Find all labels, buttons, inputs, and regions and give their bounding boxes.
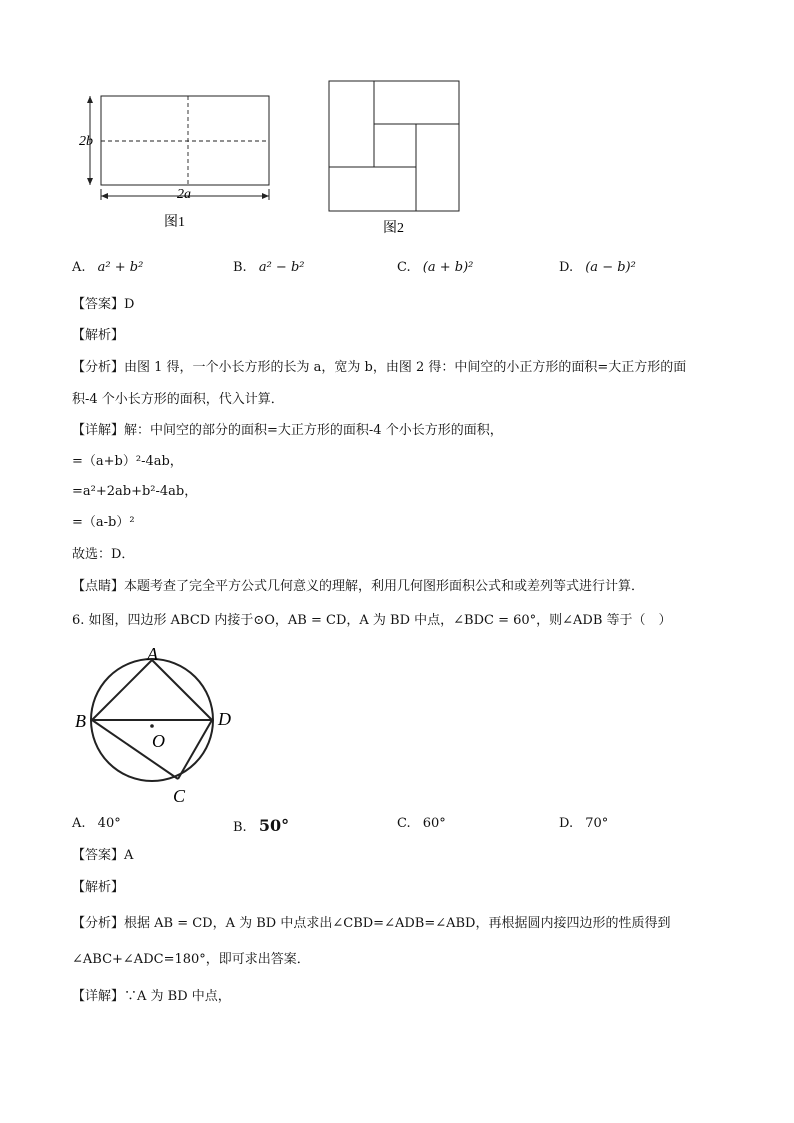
q6-stem: 6. 如图，四边形 ABCD 内接于⊙O，AB = CD，A 为 BD 中点，∠BDC = 60°，则∠ADB 等于（ ）: [72, 613, 672, 628]
q6-option-a: [72, 816, 121, 831]
fig1-arrowhead-up: [87, 96, 93, 103]
q6-fenxi-line1: 【分析】根据 AB = CD，A 为 BD 中点求出∠CBD=∠ADB=∠ABD，再根据圆内接四边形的性质得到: [72, 916, 671, 931]
fig1-rectangle: [101, 96, 269, 185]
figure-2: [320, 75, 470, 240]
q6-analysis-header: 【解析】: [72, 880, 125, 895]
segment-cd: [178, 720, 212, 779]
q5-xiangjie-line1: 【详解】解：中间空的部分的面积=大正方形的面积-4 个小长方形的面积，: [72, 423, 503, 438]
q5-analysis-header: 【解析】: [72, 328, 125, 343]
fig1-bottom-label: 2a: [177, 187, 191, 202]
option-value: 50°: [258, 816, 290, 835]
q5-equation-3: =（a-b）²: [72, 515, 135, 530]
option-letter: C.: [397, 260, 411, 275]
fig1-arrowhead-down: [87, 178, 93, 185]
q5-fenxi-line2: 积-4 个小长方形的面积，代入计算．: [72, 392, 284, 407]
q5-option-d: [559, 260, 636, 275]
segment-ab: [92, 660, 152, 720]
fig1-side-label: 2b: [79, 134, 93, 149]
option-expr: a² − b²: [258, 260, 305, 275]
fig2-caption: 图2: [383, 221, 404, 236]
option-letter: D.: [559, 260, 574, 275]
option-value: 40°: [97, 816, 121, 831]
q5-answer: 【答案】D: [72, 297, 135, 312]
q6-answer: 【答案】A: [72, 848, 134, 863]
option-letter: B.: [233, 260, 247, 275]
q5-option-c: [397, 260, 473, 275]
q5-dianjing: 【点睛】本题考查了完全平方公式几何意义的理解，利用几何图形面积公式和或差列等式进行计算．: [72, 579, 645, 594]
figure-1: [70, 85, 290, 235]
q5-equation-1: =（a+b）²-4ab，: [72, 454, 183, 469]
point-b-label: B: [75, 711, 86, 731]
option-expr: (a − b)²: [585, 260, 636, 275]
fig1-arrowhead-right: [262, 193, 269, 199]
option-letter: C.: [397, 816, 411, 831]
fig2-outer-square: [329, 81, 459, 211]
q5-equation-2: =a²+2ab+b²-4ab，: [72, 484, 198, 499]
center-o-label: O: [152, 731, 165, 751]
option-value: 70°: [585, 816, 609, 831]
segment-ad: [152, 660, 212, 720]
point-d-label: D: [218, 709, 231, 729]
fig1-arrowhead-left: [101, 193, 108, 199]
fig1-caption: 图1: [164, 215, 185, 230]
q6-option-b: [233, 816, 289, 835]
q5-option-b: [233, 260, 304, 275]
q6-option-c: [397, 816, 446, 831]
q6-xiangjie-line1: 【详解】∵A 为 BD 中点，: [72, 989, 231, 1004]
q5-fenxi-line1: 【分析】由图 1 得，一个小长方形的长为 a，宽为 b，由图 2 得：中间空的小正方形的面积=大正方形的面: [72, 360, 687, 375]
q5-option-a: [72, 260, 143, 275]
q6-fenxi-line2: ∠ABC+∠ADC=180°，即可求出答案．: [72, 952, 310, 967]
point-c-label: C: [173, 786, 186, 806]
point-a-label: A: [147, 644, 158, 664]
option-letter: B.: [233, 820, 247, 835]
option-letter: D.: [559, 816, 574, 831]
option-letter: A.: [72, 816, 86, 831]
option-value: 60°: [422, 816, 446, 831]
q6-circle-figure: [70, 640, 250, 810]
option-letter: A.: [72, 260, 86, 275]
segment-bc: [92, 720, 178, 779]
center-dot: [150, 724, 154, 728]
option-expr: a² + b²: [97, 260, 144, 275]
q6-option-d: [559, 816, 608, 831]
option-expr: (a + b)²: [422, 260, 474, 275]
q5-choose: 故选：D．: [72, 547, 135, 562]
